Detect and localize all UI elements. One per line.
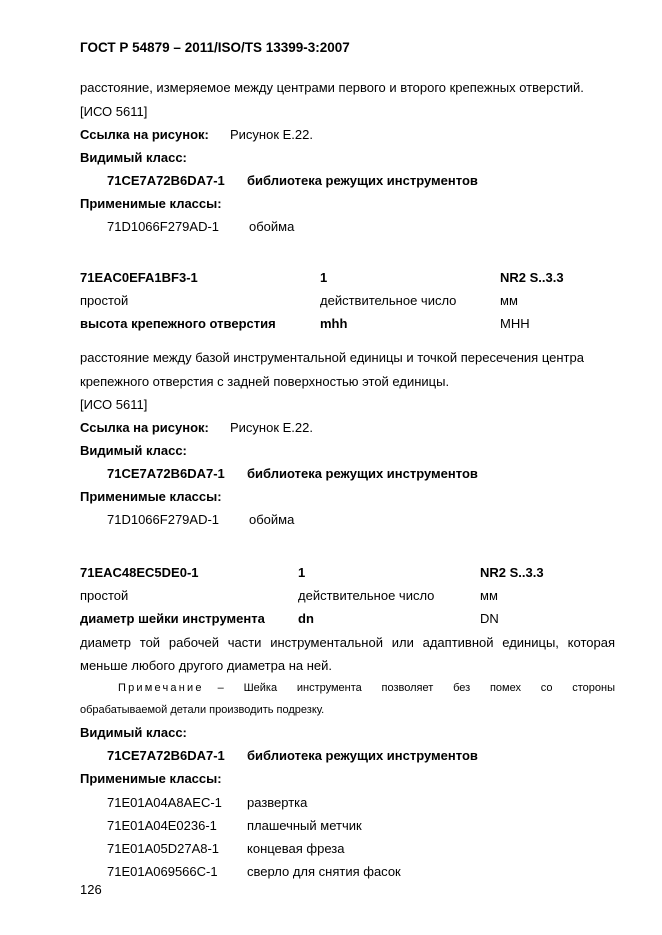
entry-data-type: действительное число	[298, 588, 435, 603]
page-number: 126	[80, 882, 102, 897]
entry-name: диаметр шейки инструмента	[80, 611, 265, 626]
note-label: Примечание	[118, 682, 204, 694]
figure-ref-value: Рисунок E.22.	[230, 127, 313, 142]
applicable-class-name: развертка	[247, 795, 308, 810]
applicable-class-code: 71E01A04E0236-1	[107, 818, 217, 833]
entry-version: 1	[320, 270, 328, 285]
source-reference: [ИСО 5611]	[80, 397, 148, 412]
applicable-classes-label: Применимые классы:	[80, 771, 222, 786]
note-text: обрабатываемой детали производить подрезку.	[80, 704, 325, 716]
entry-data-type: действительное число	[320, 293, 457, 308]
source-reference: [ИСО 5611]	[80, 104, 148, 119]
entry-code: 71EAC0EFA1BF3-1	[80, 270, 198, 285]
applicable-class-code: 71D1066F279AD-1	[107, 512, 220, 527]
page-header-title: ГОСТ Р 54879 – 2011/ISO/TS 13399-3:2007	[80, 40, 350, 55]
applicable-class-code: 71E01A05D27A8-1	[107, 841, 220, 856]
entry-definition-line: расстояние между базой инструментальной единицы и точкой пересечения центра	[80, 350, 584, 365]
visible-class-label: Видимый класс:	[80, 443, 187, 458]
applicable-class-name: плашечный метчик	[247, 818, 362, 833]
figure-ref-label: Ссылка на рисунок:	[80, 420, 209, 435]
visible-class-name: библиотека режущих инструментов	[247, 173, 478, 188]
entry-version: 1	[298, 565, 306, 580]
applicable-class-code: 71E01A04A8AEC-1	[107, 795, 222, 810]
entry-type: простой	[80, 588, 129, 603]
entry-short-name: MHH	[500, 316, 530, 331]
entry-type: простой	[80, 293, 129, 308]
entry-unit: мм	[500, 293, 518, 308]
applicable-classes-label: Применимые классы:	[80, 489, 222, 504]
applicable-class-name: обойма	[249, 219, 295, 234]
entry-definition-line: меньше любого другого диаметра на ней.	[80, 658, 332, 673]
figure-ref-value: Рисунок E.22.	[230, 420, 313, 435]
entry-unit: мм	[480, 588, 498, 603]
visible-class-code: 71CE7A72B6DA7-1	[107, 466, 225, 481]
note-first-line	[118, 682, 615, 694]
applicable-class-name: концевая фреза	[247, 841, 345, 856]
figure-ref-label: Ссылка на рисунок:	[80, 127, 209, 142]
entry-ref: NR2 S..3.3	[500, 270, 564, 285]
entry-definition-line: диаметр той рабочей части инструментальной или адаптивной единицы, которая	[80, 635, 615, 650]
visible-class-name: библиотека режущих инструментов	[247, 466, 478, 481]
entry-name: высота крепежного отверстия	[80, 316, 276, 331]
visible-class-label: Видимый класс:	[80, 150, 187, 165]
visible-class-code: 71CE7A72B6DA7-1	[107, 748, 225, 763]
visible-class-code: 71CE7A72B6DA7-1	[107, 173, 225, 188]
entry-ref: NR2 S..3.3	[480, 565, 544, 580]
applicable-class-code: 71E01A069566C-1	[107, 864, 218, 879]
entry-symbol: mhh	[320, 316, 348, 331]
visible-class-name: библиотека режущих инструментов	[247, 748, 478, 763]
definition-text: расстояние, измеряемое между центрами первого и второго крепежных отверстий.	[80, 80, 584, 95]
applicable-class-code: 71D1066F279AD-1	[107, 219, 220, 234]
entry-symbol: dn	[298, 611, 314, 626]
entry-definition-line: крепежного отверстия с задней поверхностью этой единицы.	[80, 374, 450, 389]
note-text: – Шейка инструмента позволяет без помех со стороны	[217, 682, 615, 694]
entry-code: 71EAC48EC5DE0-1	[80, 565, 199, 580]
applicable-class-name: обойма	[249, 512, 295, 527]
applicable-classes-label: Применимые классы:	[80, 196, 222, 211]
entry-short-name: DN	[480, 611, 499, 626]
visible-class-label: Видимый класс:	[80, 725, 187, 740]
applicable-class-name: сверло для снятия фасок	[247, 864, 401, 879]
